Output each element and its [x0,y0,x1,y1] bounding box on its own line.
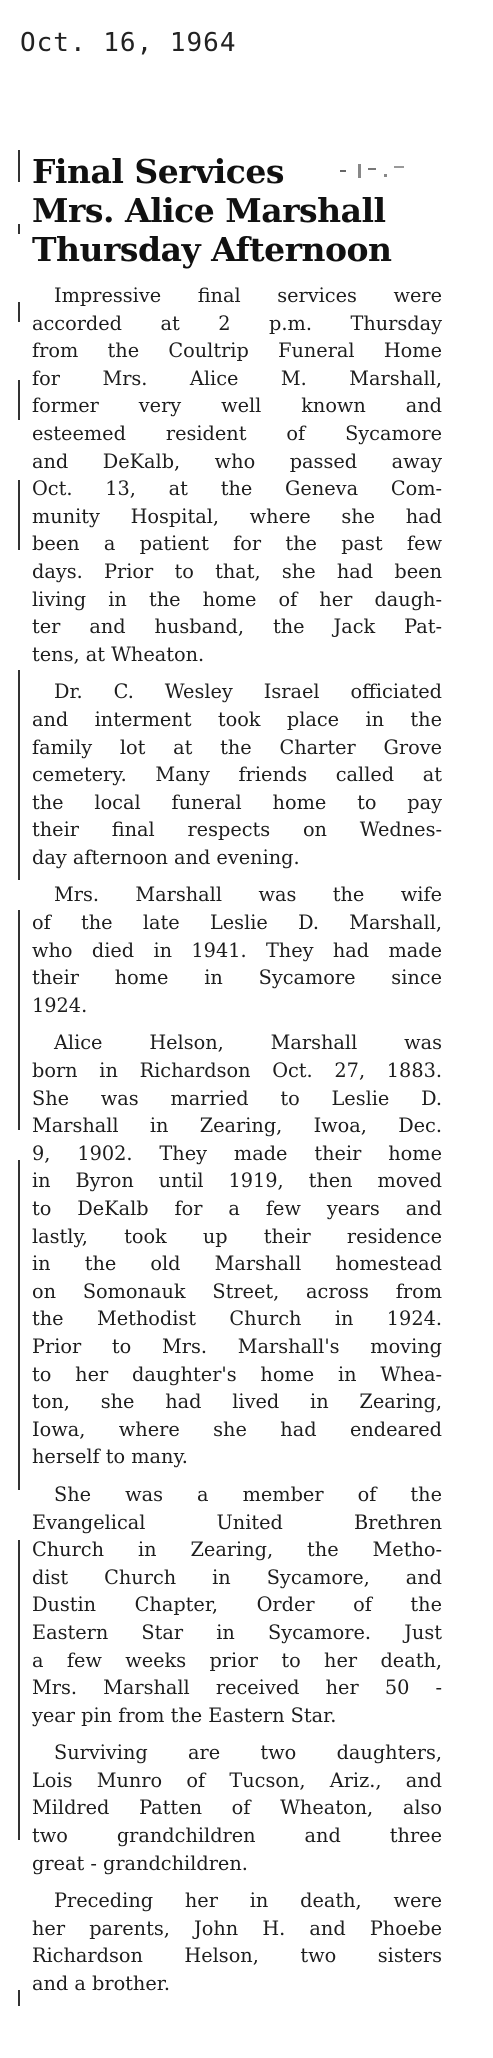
article-line: 1924. [32,993,88,1017]
article-line: Mrs. Marshall received her 50 - [32,1676,442,1700]
article-line: Marshall in Zearing, Iwoa, Dec. [32,1114,442,1138]
column-rule [18,670,20,880]
article-line: who died in 1941. They had made [32,938,442,962]
article-line: Impressive final services were [54,284,442,307]
article-line: 9, 1902. They made their home [32,1141,442,1165]
column-rule [18,1160,20,1490]
article-line: Alice Helson, Marshall was [54,1031,442,1055]
article-line: tens, at Wheaton. [32,642,205,666]
article-line: lastly, took up their residence [32,1224,442,1248]
article-line: Preceding her in death, were [54,1889,442,1913]
article-line: ter and husband, the Jack Pat- [32,615,442,639]
column-rule [18,480,20,550]
article-line: accorded at 2 p.m. Thursday [32,311,442,335]
article-line: Dr. C. Wesley Israel officiated [54,680,442,704]
article-line: and interment took place in the [32,707,442,731]
article-line: year pin from the Eastern Star. [32,1703,337,1727]
article-line: Iowa, where she had endeared [32,1417,442,1441]
article-line: for Mrs. Alice M. Marshall, [32,366,442,390]
article-line: Mrs. Marshall was the wife [54,883,442,907]
article-line: great - grandchildren. [32,1851,248,1875]
headline-line: Mrs. Alice Marshall [32,191,386,230]
article-body [32,282,442,2008]
article-line: Mildred Patten of Wheaton, also [32,1796,442,1820]
article-paragraph [32,881,442,1019]
article-paragraph [32,282,442,668]
article-line: and a brother. [32,1972,170,1996]
headline [32,152,452,269]
article-line: esteemed resident of Sycamore [32,421,442,445]
article-line: days. Prior to that, she had been [32,559,442,583]
article-line: two grandchildren and three [32,1824,442,1848]
column-rule [18,224,20,234]
column-rule [18,380,20,420]
article-line: the Methodist Church in 1924. [32,1307,442,1331]
article-line: been a patient for the past few [32,532,442,556]
article-line: to DeKalb for a few years and [32,1197,442,1220]
article-line: former very well known and [32,394,442,418]
column-rule [18,150,20,182]
article-line: Richardson Helson, two sisters [32,1944,442,1968]
article-line: munity Hospital, where she had [32,504,442,528]
article-line: Evangelical United Brethren [32,1510,442,1534]
article-line: the local funeral home to pay [32,790,442,814]
column-rule [18,1990,20,2006]
article-paragraph [32,1739,442,1877]
article-line: from the Coultrip Funeral Home [32,339,442,363]
article-line: day afternoon and evening. [32,845,300,869]
article-line: of the late Leslie D. Marshall, [32,911,442,935]
article-line: herself to many. [32,1445,188,1469]
article-paragraph [32,1029,442,1471]
article-line: cemetery. Many friends called at [32,763,442,787]
article-line: on Somonauk Street, across from [32,1279,442,1303]
headline-line: Final Services [32,152,284,191]
article-line: Lois Munro of Tucson, Ariz., and [32,1768,442,1792]
column-rule [18,910,20,1130]
column-rule [18,302,20,322]
article-line: their final respects on Wednes- [32,818,442,842]
column-rule [18,1540,20,1840]
article-line: born in Richardson Oct. 27, 1883. [32,1059,442,1083]
article-paragraph [32,1481,442,1729]
article-line: and DeKalb, who passed away [32,449,442,473]
article-paragraph [32,678,442,871]
article-line: Prior to Mrs. Marshall's moving [32,1334,442,1358]
article-line: in the old Marshall homestead [32,1252,442,1276]
article-line: her parents, John H. and Phoebe [32,1916,442,1940]
article-line: Church in Zearing, the Metho- [32,1538,442,1562]
newspaper-clipping [18,150,448,2040]
article-line: Eastern Star in Sycamore. Just [32,1620,442,1644]
article-line: family lot at the Charter Grove [32,735,442,759]
article-line: Dustin Chapter, Order of the [32,1593,442,1617]
article-line: Oct. 13, at the Geneva Com- [32,477,442,501]
article-line: Surviving are two daughters, [54,1741,442,1765]
article-line: a few weeks prior to her death, [32,1648,442,1672]
article-line: She was married to Leslie D. [32,1086,442,1110]
article-line: ton, she had lived in Zearing, [32,1390,442,1414]
article-line: their home in Sycamore since [32,966,442,990]
headline-line: Thursday Afternoon [32,230,392,269]
article-paragraph [32,1887,442,1997]
article-line: dist Church in Sycamore, and [32,1565,442,1589]
article-line: in Byron until 1919, then moved [32,1169,442,1193]
article-line: living in the home of her daugh- [32,587,442,611]
article-line: She was a member of the [54,1482,442,1506]
article-line: to her daughter's home in Whea- [32,1362,442,1386]
clipping-date: Oct. 16, 1964 [20,28,237,58]
